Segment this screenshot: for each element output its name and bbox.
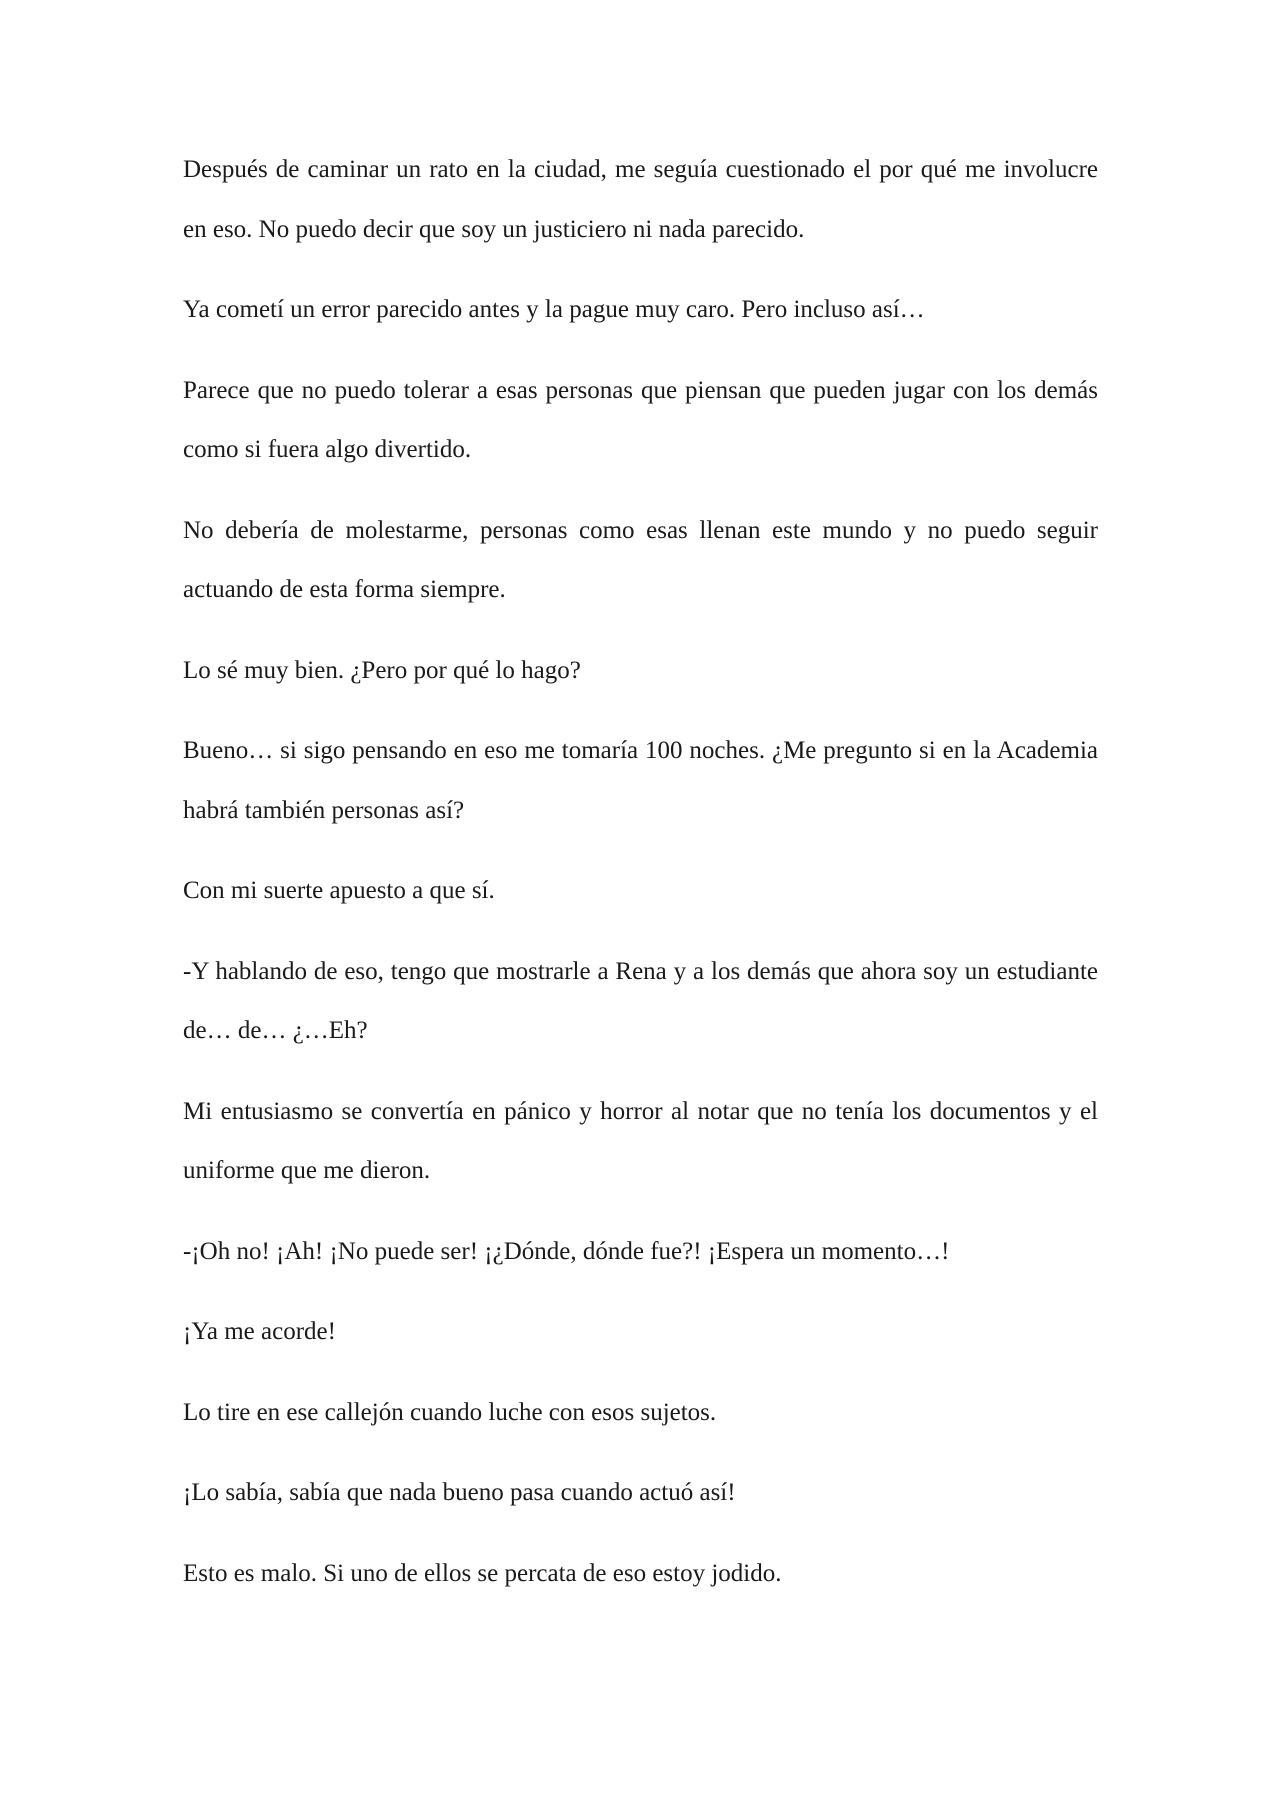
paragraph-6: Bueno… si sigo pensando en eso me tomaría 100 noches. ¿Me pregunto si en la Academia habrá también personas así? (183, 737, 1098, 824)
paragraph-4: No debería de molestarme, personas como esas llenan este mundo y no puedo seguir actuando de esta forma siempre. (183, 516, 1098, 603)
paragraph-10: -¡Oh no! ¡Ah! ¡No puede ser! ¡¿Dónde, dónde fue?! ¡Espera un momento…! (183, 1237, 950, 1265)
document-body (183, 140, 1098, 1624)
paragraph-11: ¡Ya me acorde! (183, 1318, 336, 1345)
paragraph-2: Ya cometí un error parecido antes y la pague muy caro. Pero incluso así… (183, 296, 925, 323)
paragraph-1: Después de caminar un rato en la ciudad, me seguía cuestionado el por qué me involucre en eso. No puedo decir que soy un justiciero ni nada parecido. (183, 156, 1098, 243)
paragraph-3: Parece que no puedo tolerar a esas personas que piensan que pueden jugar con los demás como si fuera algo divertido. (183, 376, 1098, 463)
paragraph-14: Esto es malo. Si uno de ellos se percata de eso estoy jodido. (183, 1559, 782, 1587)
paragraph-13: ¡Lo sabía, sabía que nada bueno pasa cuando actuó así! (183, 1479, 736, 1506)
paragraph-9: Mi entusiasmo se convertía en pánico y horror al notar que no tenía los documentos y el uniforme que me dieron. (183, 1097, 1098, 1184)
paragraph-8: -Y hablando de eso, tengo que mostrarle a Rena y a los demás que ahora soy un estudiante de… de… ¿…Eh? (183, 957, 1098, 1044)
paragraph-12: Lo tire en ese callejón cuando luche con esos sujetos. (183, 1398, 717, 1426)
paragraph-5: Lo sé muy bien. ¿Pero por qué lo hago? (183, 656, 581, 684)
paragraph-7: Con mi suerte apuesto a que sí. (183, 877, 495, 904)
